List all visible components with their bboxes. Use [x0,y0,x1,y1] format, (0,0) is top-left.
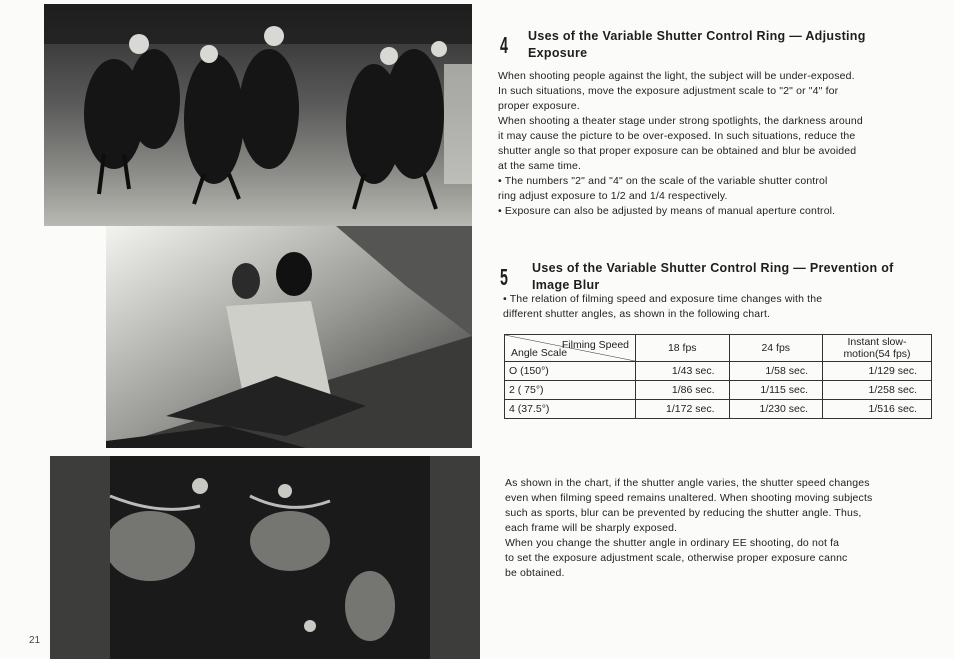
table-row [505,381,932,400]
horse-racing-photo [44,4,472,226]
section-4-line: In such situations, move the exposure adjustment scale to "2" or "4" for [498,85,839,97]
closing-line: As shown in the chart, if the shutter angle varies, the shutter speed changes [505,477,870,489]
page-number: 21 [29,635,41,646]
column-header: Instant slow-motion(54 fps) [823,335,932,362]
table-cell: 1/43 sec. [636,362,730,381]
table-corner-cell [505,335,636,362]
closing-body [505,476,930,581]
angle-cell: O (150°) [505,362,636,381]
section-4-number: 4 [500,32,508,58]
filming-speed-label: Filming Speed [561,339,629,351]
section-5-number: 5 [500,264,508,290]
table-cell: 1/258 sec. [823,381,932,400]
section-5-line: • The relation of filming speed and exposure time changes with the [503,293,823,305]
section-5-title-line2: Image Blur [532,278,600,292]
section-4-line: When shooting a theater stage under strong spotlights, the darkness around [498,115,863,127]
closing-line: even when filming speed remains unaltered. When shooting moving subjects [505,492,873,504]
closing-line: such as sports, blur can be prevented by reducing the shutter angle. Thus, [505,507,862,519]
table-row [505,400,932,419]
section-4-line: When shooting people against the light, the subject will be under-exposed. [498,70,855,82]
table-cell: 1/516 sec. [823,400,932,419]
table-cell: 1/230 sec. [729,400,823,419]
section-4-body [498,69,926,219]
section-4-title-line1: Uses of the Variable Shutter Control Ring — Adjusting [528,29,866,43]
section-4-line: it may cause the picture to be over-exposed. In such situations, reduce the [498,130,856,142]
table-row [505,362,932,381]
angle-cell: 2 ( 75°) [505,381,636,400]
closing-line: each frame will be sharply exposed. [505,522,678,534]
closing-line: be obtained. [505,567,565,579]
table-cell: 1/129 sec. [823,362,932,381]
section-4-line: • Exposure can also be adjusted by means of manual aperture control. [498,205,836,217]
column-header: 18 fps [636,335,730,362]
table-cell: 1/115 sec. [729,381,823,400]
closing-line: to set the exposure adjustment scale, otherwise proper exposure cannc [505,552,848,564]
section-4-line: at the same time. [498,160,582,172]
table-cell: 1/86 sec. [636,381,730,400]
section-4-title [528,28,924,62]
column-header: 24 fps [729,335,823,362]
section-5-line: different shutter angles, as shown in the following chart. [503,308,771,320]
section-4-title-line2: Exposure [528,46,588,60]
section-4-line: • The numbers "2" and "4" on the scale of the variable shutter control [498,175,828,187]
angle-cell: 4 (37.5°) [505,400,636,419]
section-4-line: ring adjust exposure to 1/2 and 1/4 respectively. [498,190,728,202]
sitting-person-photo [106,226,472,448]
section-5-title [532,260,928,294]
section-5-title-line1: Uses of the Variable Shutter Control Ring — Prevention of [532,261,894,275]
section-5-body [503,292,929,322]
table-header-row [505,335,932,362]
table-cell: 1/172 sec. [636,400,730,419]
section-4-line: shutter angle so that proper exposure can be obtained and blur be avoided [498,145,857,157]
shutter-speed-table [504,334,932,419]
angle-scale-label: Angle Scale [511,347,568,359]
table-cell: 1/58 sec. [729,362,823,381]
dancers-photo [50,456,480,659]
section-4-line: proper exposure. [498,100,580,112]
closing-line: When you change the shutter angle in ordinary EE shooting, do not fa [505,537,840,549]
